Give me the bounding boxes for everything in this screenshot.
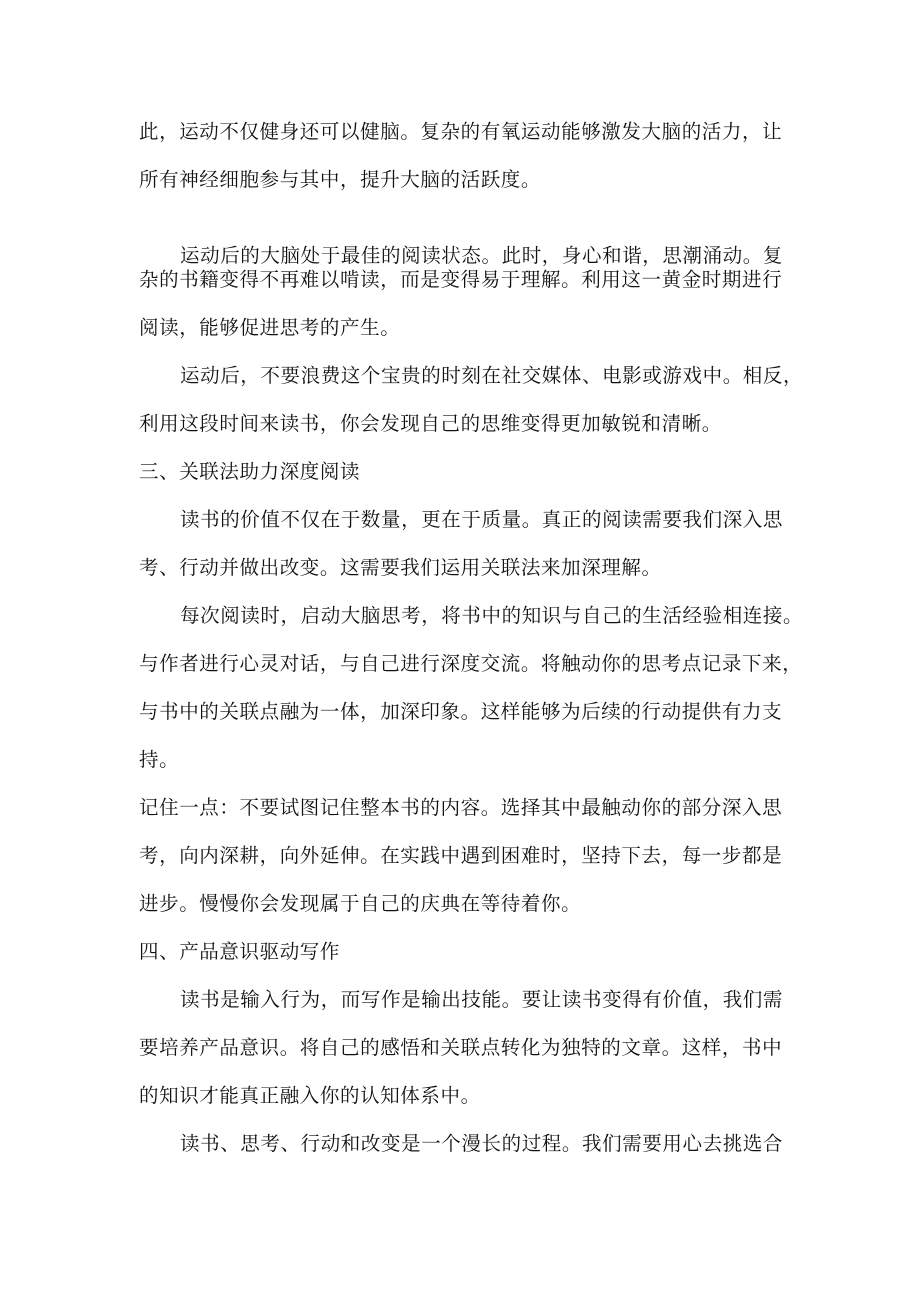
paragraph-line: 读书的价值不仅在于数量，更在于质量。真正的阅读需要我们深入思 — [180, 508, 784, 531]
paragraph-line: 阅读，能够促进思考的产生。 — [139, 316, 401, 339]
paragraph-line: 利用这段时间来读书，你会发现自己的思维变得更加敏锐和清晰。 — [139, 412, 722, 435]
paragraph-line: 每次阅读时，启动大脑思考，将书中的知识与自己的生活经验相连接。 — [180, 604, 804, 627]
paragraph-line: 运动后，不要浪费这个宝贵的时刻在社交媒体、电影或游戏中。相反， — [180, 364, 804, 387]
paragraph-line: 的知识才能真正融入你的认知体系中。 — [139, 1084, 481, 1107]
paragraph-line: 持。 — [139, 748, 180, 771]
paragraph-line: 考、行动并做出改变。这需要我们运用关联法来加深理解。 — [139, 556, 662, 579]
paragraph-line: 与书中的关联点融为一体，加深印象。这样能够为后续的行动提供有力支 — [139, 700, 783, 723]
paragraph-line: 考，向内深耕，向外延伸。在实践中遇到困难时，坚持下去，每一步都是 — [139, 844, 783, 867]
paragraph-line: 要培养产品意识。将自己的感悟和关联点转化为独特的文章。这样，书中 — [139, 1036, 783, 1059]
paragraph-line: 此，运动不仅健身还可以健脑。复杂的有氧运动能够激发大脑的活力，让 — [139, 120, 783, 143]
paragraph-line: 进步。慢慢你会发现属于自己的庆典在等待着你。 — [139, 892, 582, 915]
paragraph-line: 记住一点：不要试图记住整本书的内容。选择其中最触动你的部分深入思 — [139, 796, 783, 819]
paragraph-line: 读书、思考、行动和改变是一个漫长的过程。我们需要用心去挑选合 — [180, 1132, 784, 1155]
section-heading: 四、产品意识驱动写作 — [139, 940, 341, 963]
paragraph-line: 运动后的大脑处于最佳的阅读状态。此时，身心和谐，思潮涌动。复 — [180, 244, 784, 267]
paragraph-line: 读书是输入行为，而写作是输出技能。要让读书变得有价值，我们需 — [180, 988, 784, 1011]
paragraph-line: 与作者进行心灵对话，与自己进行深度交流。将触动你的思考点记录下来， — [139, 652, 803, 675]
paragraph-line: 杂的书籍变得不再难以啃读，而是变得易于理解。利用这一黄金时期进行 — [139, 268, 783, 291]
paragraph-line: 所有神经细胞参与其中，提升大脑的活跃度。 — [139, 168, 542, 191]
section-heading: 三、关联法助力深度阅读 — [139, 460, 361, 483]
